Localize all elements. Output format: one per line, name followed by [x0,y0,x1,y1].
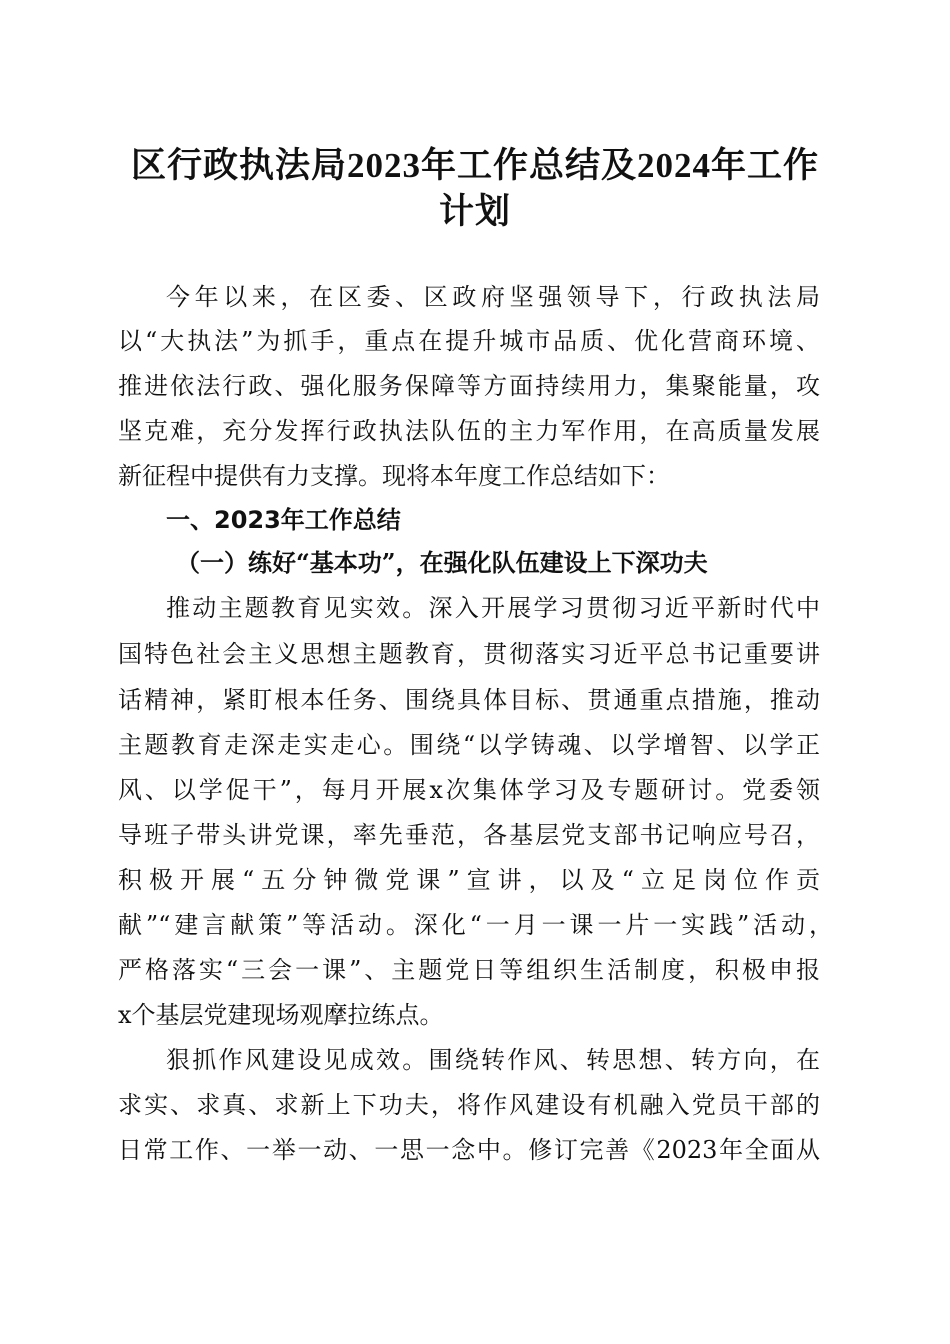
intro-line: 今年以来，在区委、区政府坚强领导下，行政执法局 [166,283,820,311]
paragraph-line: 推动主题教育见实效。深入开展学习贯彻习近平新时代中 [166,594,820,622]
subsection-heading: （一）练好“基本功”，在强化队伍建设上下深功夫 [176,548,708,577]
paragraph-line: 严格落实“三会一课”、主题党日等组织生活制度，积极申报 [118,956,820,984]
document-title-line-2: 计划 [438,192,511,231]
paragraph-line: 导班子带头讲党课，率先垂范，各基层党支部书记响应号召， [118,821,820,849]
paragraph-line: x个基层党建现场观摩拉练点。 [118,1001,444,1029]
paragraph-line: 积极开展“五分钟微党课”宣讲，以及“立足岗位作贡 [118,866,820,894]
paragraph-line: 风、以学促干”，每月开展x次集体学习及专题研讨。党委领 [118,776,820,804]
paragraph-line: 话精神，紧盯根本任务、围绕具体目标、贯通重点措施，推动 [118,686,820,714]
intro-line: 坚克难，充分发挥行政执法队伍的主力军作用，在高质量发展 [118,417,820,445]
paragraph-line: 日常工作、一举一动、一思一念中。修订完善《2023年全面从 [118,1136,820,1164]
paragraph-line: 主题教育走深走实走心。围绕“以学铸魂、以学增智、以学正 [118,731,820,759]
paragraph-line: 国特色社会主义思想主题教育，贯彻落实习近平总书记重要讲 [118,640,820,668]
intro-line: 推进依法行政、强化服务保障等方面持续用力，集聚能量，攻 [118,372,820,400]
paragraph-line: 狠抓作风建设见成效。围绕转作风、转思想、转方向，在 [166,1046,820,1074]
intro-line: 新征程中提供有力支撑。现将本年度工作总结如下： [118,462,670,490]
intro-line: 以“大执法”为抓手，重点在提升城市品质、优化营商环境、 [118,327,820,355]
document-title-line-1: 区行政执法局2023年工作总结及2024年工作 [130,146,819,185]
section-heading: 一、2023年工作总结 [166,506,401,534]
paragraph-line: 献”“建言献策”等活动。深化“一月一课一片一实践”活动， [118,911,833,939]
paragraph-line: 求实、求真、求新上下功夫，将作风建设有机融入党员干部的 [118,1091,820,1119]
